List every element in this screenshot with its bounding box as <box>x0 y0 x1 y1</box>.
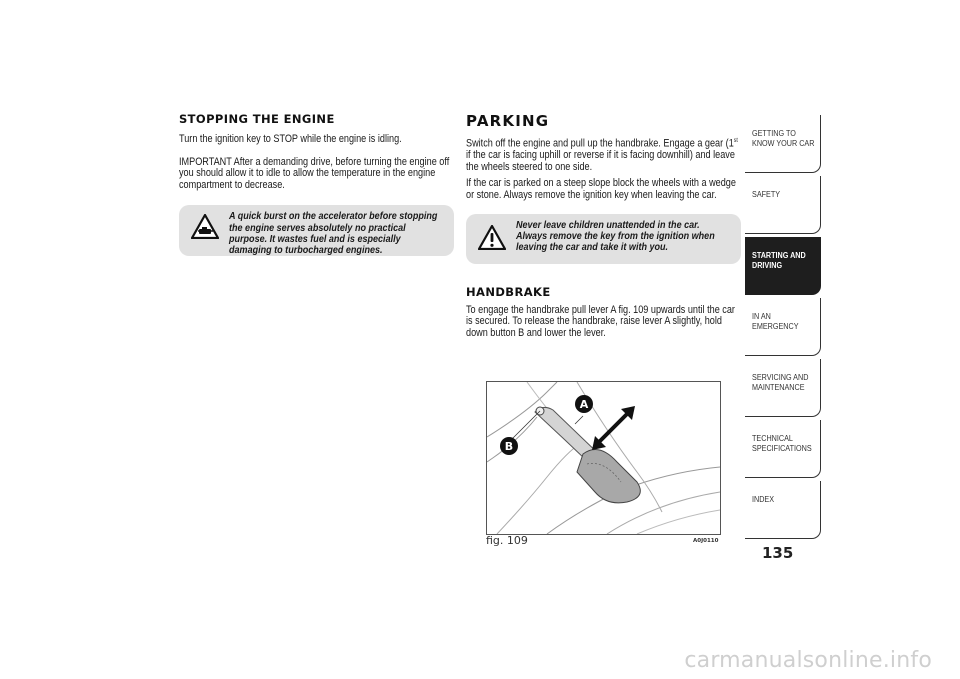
tab-servicing[interactable] <box>745 359 821 417</box>
note-text-accelerator: A quick burst on the accelerator before stopping the engine serves absolutely no practical purpose. It wastes fuel and is especially damaging to turbocharged engines. <box>229 210 438 257</box>
section-title-stopping-engine: STOPPING THE ENGINE <box>179 112 335 126</box>
tab-index[interactable] <box>745 481 821 539</box>
tab-in-an-emergency[interactable] <box>745 298 821 356</box>
figure-handbrake <box>486 381 721 535</box>
tab-label: GETTING TO KNOW YOUR CAR <box>752 128 815 148</box>
left-column <box>179 112 454 256</box>
paragraph-steep-slope: If the car is parked on a steep slope block the wheels with a wedge or stone. Always remove the ignition key when leaving the car. <box>466 177 736 201</box>
note-text-children: Never leave children unattended in the car. Always remove the key from the ignition when leaving the car and take it with you. <box>516 218 715 254</box>
superscript-st: st <box>733 138 738 144</box>
figure-caption: fig. 109 <box>486 534 528 547</box>
section-title-parking: PARKING <box>466 112 550 130</box>
tab-getting-to-know[interactable] <box>745 115 821 173</box>
tab-safety[interactable] <box>745 176 821 234</box>
paragraph-stop-key: Turn the ignition key to STOP while the engine is idling. <box>179 133 402 145</box>
parking-gear-text-b: if the car is facing uphill or reverse if it is facing downhill) and leave the wheels steered to one side. <box>466 149 735 173</box>
page-number: 135 <box>762 544 794 562</box>
figure-code: A0J0110 <box>693 538 719 544</box>
warning-note-children <box>466 214 741 264</box>
warning-triangle-icon <box>478 225 506 250</box>
tab-label: STARTING AND DRIVING <box>752 250 806 270</box>
engine-warning-icon <box>191 214 219 239</box>
paragraph-handbrake: To engage the handbrake pull lever A fig. 109 upwards until the car is secured. To release the handbrake, raise lever A slightly, hold down button B and lower the lever. <box>466 303 735 339</box>
right-column <box>466 112 741 339</box>
warning-note-accelerator <box>179 205 454 256</box>
chapter-sidebar <box>745 115 821 542</box>
paragraph-important: IMPORTANT After a demanding drive, before turning the engine off you should allow it to idle to allow the temperature in the engine compartment to decrease. <box>179 155 450 191</box>
parking-gear-text-a: Switch off the engine and pull up the handbrake. Engage a gear (1 <box>466 137 734 150</box>
handbrake-illustration <box>487 382 720 534</box>
paragraph-parking-gear <box>466 136 740 173</box>
tab-technical-specifications[interactable] <box>745 420 821 478</box>
tab-label: TECHNICAL SPECIFICATIONS <box>752 433 812 453</box>
tab-label: INDEX <box>752 494 775 504</box>
callout-b: B <box>504 440 514 453</box>
tab-label: SERVICING AND MAINTENANCE <box>752 372 809 392</box>
tab-label: SAFETY <box>752 189 781 199</box>
tab-starting-and-driving[interactable] <box>745 237 821 295</box>
callout-a: A <box>579 398 589 411</box>
section-title-handbrake: HANDBRAKE <box>466 284 551 299</box>
watermark: carmanualsonline.info <box>684 648 932 673</box>
tab-label: IN AN EMERGENCY <box>752 311 799 331</box>
